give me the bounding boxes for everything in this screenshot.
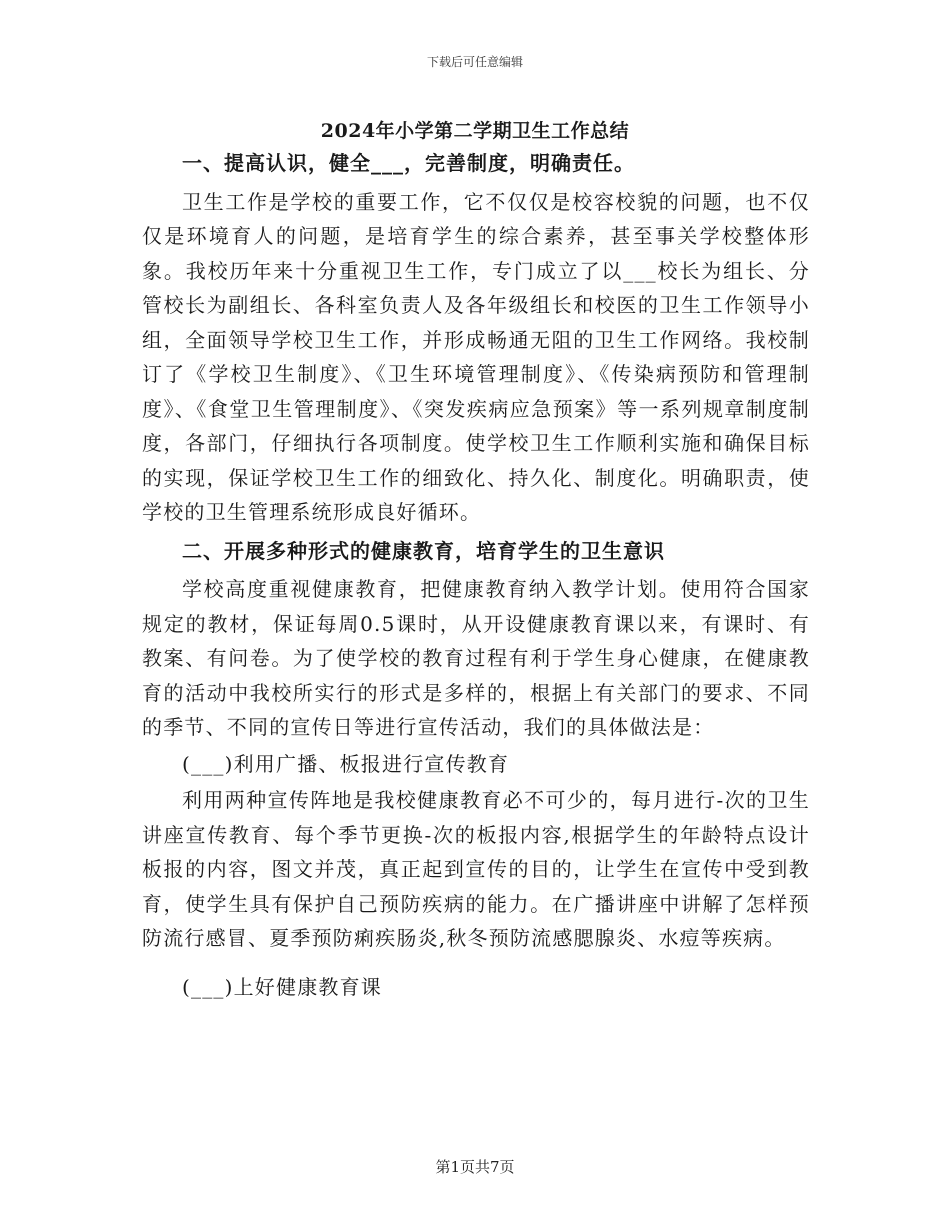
- subsection-heading-1: (___)利用广播、板报进行宣传教育: [182, 751, 510, 776]
- paragraph-3: 利用两种宣传阵地是我校健康教育必不可少的，每月进行-次的卫生讲座宣传教育、每个季节更换-次的板报内容,根据学生的年龄特点设计板报的内容，图文并茂，真正起到宣传的目的，让学生在宣传中受到教育，使学生具有保护自己预防疾病的能力。在广播讲座中讲解了怎样预防流行感冒、夏季预防痢疾肠炎,秋冬预防流感腮腺炎、水痘等疾病。: [142, 788, 810, 950]
- paragraph-1: 卫生工作是学校的重要工作，它不仅仅是校容校貌的问题，也不仅仅是环境育人的问题，是培育学生的综合素养，甚至事关学校整体形象。我校历年来十分重视卫生工作，专门成立了以___校长为组长、分管校长为副组长、各科室负责人及各年级组长和校医的卫生工作领导小组，全面领导学校卫生工作，并形成畅通无阻的卫生工作网络。我校制订了《学校卫生制度》、《卫生环境管理制度》、《传染病预防和管理制度》、《食堂卫生管理制度》、《突发疾病应急预案》等一系列规章制度制度，各部门，仔细执行各项制度。使学校卫生工作顺利实施和确保目标的实现，保证学校卫生工作的细致化、持久化、制度化。明确职责，使学校的卫生管理系统形成良好循环。: [142, 189, 810, 524]
- section-heading-2: 二、开展多种形式的健康教育，培育学生的卫生意识: [182, 538, 665, 563]
- document-body: [142, 146, 810, 1006]
- page-footer: 第1页共7页: [435, 1158, 515, 1176]
- subsection-heading-2: (___)上好健康教育课: [182, 974, 383, 999]
- section-heading-1: 一、提高认识，健全___，完善制度，明确责任。: [182, 151, 635, 175]
- header-note: 下载后可任意编辑: [426, 55, 523, 69]
- document-title: 2024年小学第二学期卫生工作总结: [320, 120, 630, 142]
- paragraph-2: 学校高度重视健康教育，把健康教育纳入教学计划。使用符合国家规定的教材，保证每周0.5课时，从开设健康教育课以来，有课时、有教案、有问卷。为了使学校的教育过程有利于学生身心健康，在健康教育的活动中我校所实行的形式是多样的，根据上有关部门的要求、不同的季节、不同的宣传日等进行宣传活动，我们的具体做法是：: [142, 577, 810, 739]
